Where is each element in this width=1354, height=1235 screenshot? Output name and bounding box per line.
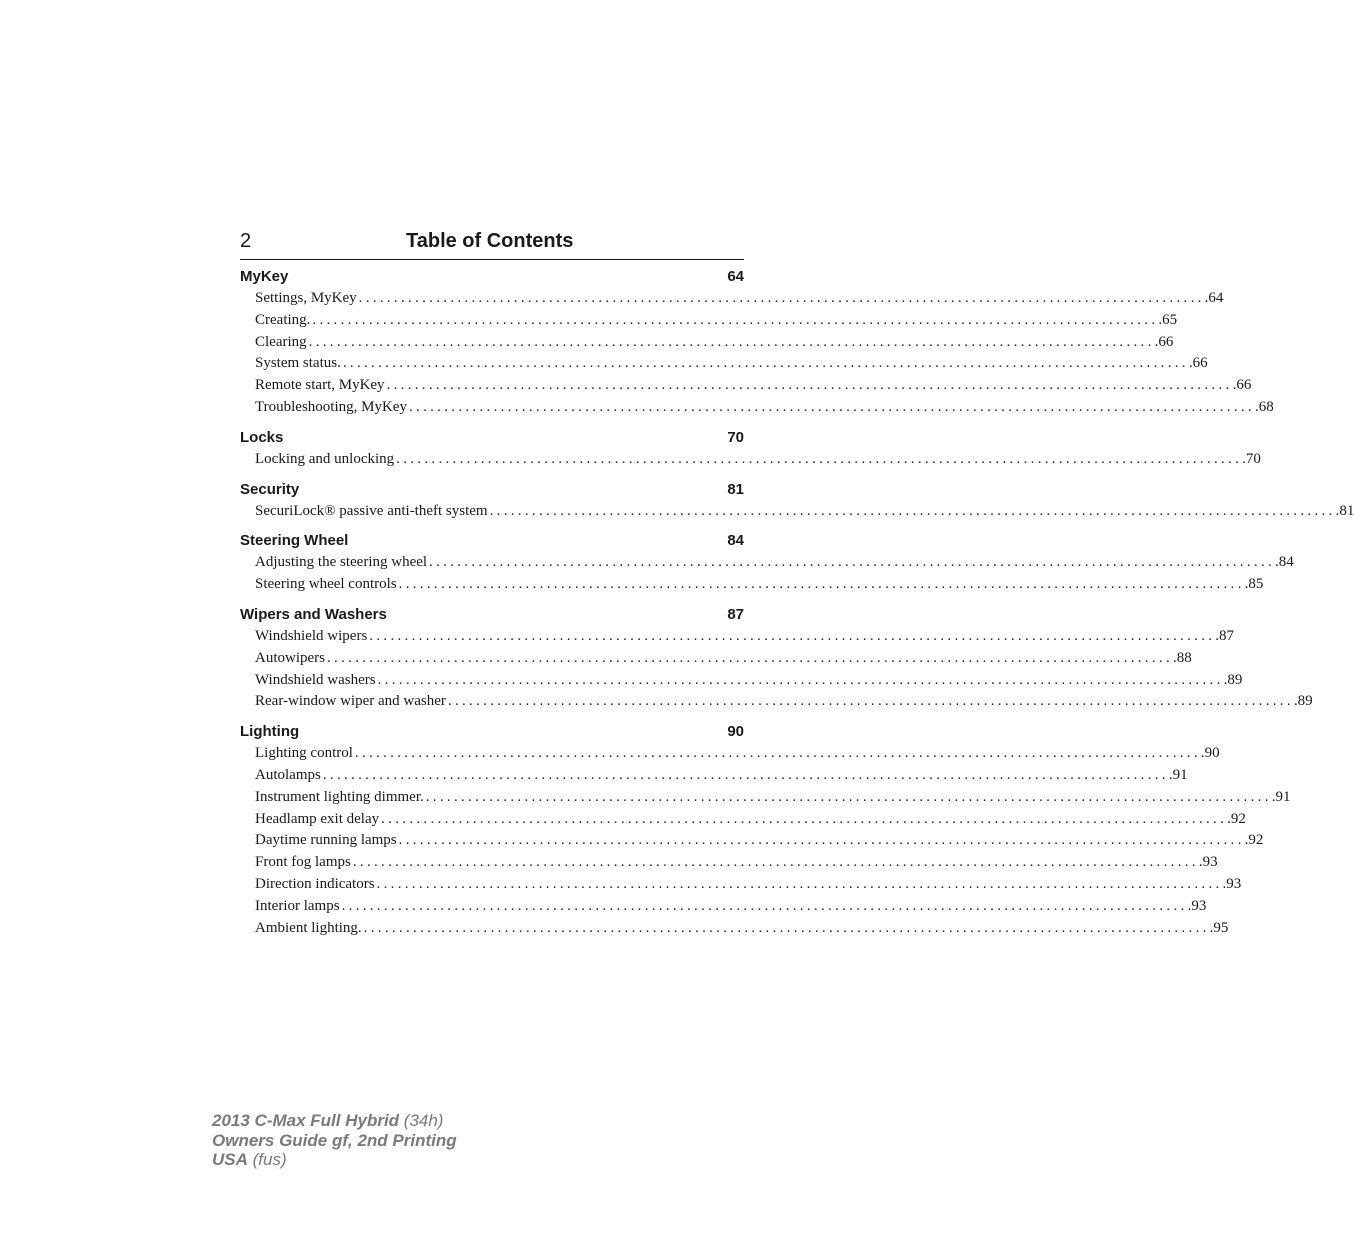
section-page: 90 bbox=[727, 723, 744, 741]
entry-page: .70 bbox=[1242, 450, 1261, 467]
dot-leader: ........................................................................................................................ bbox=[342, 355, 1189, 372]
dot-leader: ........................................................................................................................ bbox=[386, 377, 1233, 394]
section-page: 70 bbox=[727, 428, 744, 446]
toc-entry[interactable] bbox=[240, 288, 1224, 310]
dot-leader: ........................................................................................................................ bbox=[308, 333, 1155, 350]
section-heading[interactable] bbox=[240, 478, 744, 501]
dot-leader: ........................................................................................................................ bbox=[363, 919, 1210, 936]
toc-section bbox=[240, 720, 1291, 939]
toc-entry[interactable] bbox=[240, 918, 1229, 940]
entry-page: .93 bbox=[1198, 854, 1218, 871]
entry-label: Windshield washers bbox=[255, 671, 376, 688]
toc-entry[interactable] bbox=[240, 691, 1313, 713]
toc-section bbox=[240, 426, 1261, 471]
dot-leader: ........................................................................................................................ bbox=[354, 745, 1201, 762]
page-header bbox=[240, 228, 744, 260]
entry-label: Direction indicators bbox=[255, 875, 375, 892]
toc-entry[interactable] bbox=[240, 574, 1264, 596]
entry-label: Interior lamps bbox=[255, 897, 340, 914]
entry-label: Autowipers bbox=[255, 649, 325, 666]
section-page: 64 bbox=[727, 268, 744, 285]
entry-label: Troubleshooting, MyKey bbox=[255, 398, 407, 415]
toc-entry[interactable] bbox=[240, 874, 1242, 896]
section-heading[interactable] bbox=[240, 603, 744, 626]
toc-entry[interactable] bbox=[240, 310, 1178, 332]
toc-entry[interactable] bbox=[240, 896, 1207, 918]
toc-section bbox=[240, 478, 1354, 523]
toc-entry[interactable] bbox=[240, 670, 1243, 692]
entry-page: .89 bbox=[1293, 693, 1313, 710]
entry-page: .84 bbox=[1275, 554, 1294, 571]
footer-line-3 bbox=[212, 1150, 457, 1170]
entry-label: Settings, MyKey bbox=[255, 290, 357, 306]
page-title: Table of Contents bbox=[406, 230, 574, 252]
page-number: 2 bbox=[240, 230, 252, 252]
dot-leader: ........................................................................................................................ bbox=[425, 788, 1272, 805]
entry-label: Remote start, MyKey bbox=[255, 377, 385, 394]
dot-leader: ........................................................................................................................ bbox=[398, 832, 1245, 849]
toc-entry[interactable] bbox=[240, 375, 1252, 397]
section-title: Steering Wheel bbox=[240, 532, 349, 550]
footer-market: USA bbox=[212, 1150, 248, 1169]
entry-label: Front fog lamps bbox=[255, 854, 351, 871]
section-title: Locks bbox=[240, 428, 284, 446]
dot-leader: ........................................................................................................................ bbox=[352, 854, 1199, 871]
dot-leader: ........................................................................................................................ bbox=[376, 875, 1223, 892]
dot-leader: ........................................................................................................................ bbox=[377, 671, 1224, 688]
footer-line-1 bbox=[212, 1111, 457, 1131]
entry-label: Instrument lighting dimmer. bbox=[255, 788, 424, 805]
entry-page: .66 bbox=[1154, 333, 1174, 350]
section-title: Security bbox=[240, 480, 300, 498]
toc-entry[interactable] bbox=[240, 830, 1264, 852]
dot-leader: ........................................................................................................................ bbox=[322, 766, 1169, 783]
entry-label: Daytime running lamps bbox=[255, 832, 397, 849]
toc-entry[interactable] bbox=[240, 353, 1208, 375]
toc-entry[interactable] bbox=[240, 765, 1188, 787]
toc-entry[interactable] bbox=[240, 449, 1261, 471]
table-of-contents bbox=[240, 265, 1354, 946]
toc-entry[interactable] bbox=[240, 501, 1354, 523]
footer-model-code: (34h) bbox=[399, 1111, 444, 1130]
toc-entry[interactable] bbox=[240, 787, 1291, 809]
dot-leader: ........................................................................................................................ bbox=[312, 311, 1159, 328]
entry-label: Ambient lighting. bbox=[255, 919, 362, 936]
footer-model: 2013 C-Max Full Hybrid bbox=[212, 1111, 400, 1130]
section-heading[interactable] bbox=[240, 529, 744, 552]
entry-label: Creating. bbox=[255, 311, 311, 328]
section-page: 84 bbox=[727, 532, 744, 550]
toc-entry[interactable] bbox=[240, 552, 1294, 574]
entry-label: Adjusting the steering wheel bbox=[255, 554, 428, 571]
entry-page: .81 bbox=[1335, 502, 1354, 519]
dot-leader: ........................................................................................................................ bbox=[341, 897, 1188, 914]
entry-page: .93 bbox=[1187, 897, 1207, 914]
entry-page: .64 bbox=[1204, 290, 1224, 306]
toc-entry[interactable] bbox=[240, 743, 1220, 765]
entry-page: .90 bbox=[1200, 745, 1220, 762]
dot-leader: ........................................................................................................................ bbox=[381, 810, 1228, 827]
entry-page: .92 bbox=[1227, 810, 1246, 827]
entry-page: .91 bbox=[1271, 788, 1291, 805]
entry-page: .87 bbox=[1215, 627, 1235, 644]
section-page: 87 bbox=[727, 605, 744, 623]
dot-leader: ........................................................................................................................ bbox=[358, 290, 1205, 306]
entry-label: Headlamp exit delay bbox=[255, 810, 380, 827]
entry-label: SecuriLock® passive anti-theft system bbox=[255, 502, 488, 519]
section-page: 81 bbox=[727, 480, 744, 498]
entry-label: Locking and unlocking bbox=[255, 450, 395, 467]
entry-page: .66 bbox=[1188, 355, 1208, 372]
footer bbox=[212, 1111, 457, 1170]
entry-page: .88 bbox=[1173, 649, 1192, 666]
entry-label: Rear-window wiper and washer bbox=[255, 693, 446, 710]
dot-leader: ........................................................................................................................ bbox=[327, 649, 1173, 666]
section-title: MyKey bbox=[240, 268, 289, 285]
footer-market-code: (fus) bbox=[247, 1150, 287, 1169]
section-heading[interactable] bbox=[240, 426, 744, 449]
entry-page: .91 bbox=[1168, 766, 1188, 783]
footer-guide: Owners Guide gf, 2nd Printing bbox=[212, 1130, 457, 1150]
toc-section bbox=[240, 603, 1313, 713]
toc-entry[interactable] bbox=[240, 332, 1174, 354]
section-heading[interactable] bbox=[240, 720, 744, 743]
toc-entry[interactable] bbox=[240, 397, 1274, 419]
dot-leader: ........................................................................................................................ bbox=[429, 554, 1276, 571]
section-heading[interactable] bbox=[240, 265, 744, 288]
dot-leader: ........................................................................................................................ bbox=[398, 576, 1245, 593]
entry-page: .66 bbox=[1232, 377, 1252, 394]
toc-entry[interactable] bbox=[240, 626, 1235, 648]
footer-line-2 bbox=[212, 1131, 457, 1151]
entry-page: .65 bbox=[1158, 311, 1178, 328]
entry-label: Lighting control bbox=[255, 745, 353, 762]
section-title: Lighting bbox=[240, 723, 300, 741]
entry-label: Clearing bbox=[255, 333, 307, 350]
entry-label: Autolamps bbox=[255, 766, 321, 783]
dot-leader: ........................................................................................................................ bbox=[369, 627, 1216, 644]
dot-leader: ........................................................................................................................ bbox=[447, 693, 1294, 710]
toc-entry[interactable] bbox=[240, 809, 1246, 831]
section-title: Wipers and Washers bbox=[240, 605, 387, 623]
toc-section bbox=[240, 265, 1274, 419]
entry-page: .89 bbox=[1223, 671, 1243, 688]
entry-page: .93 bbox=[1222, 875, 1242, 892]
entry-label: Steering wheel controls bbox=[255, 576, 397, 593]
entry-page: .95 bbox=[1209, 919, 1229, 936]
dot-leader: ........................................................................................................................ bbox=[396, 450, 1243, 467]
entry-label: System status. bbox=[255, 355, 341, 372]
dot-leader: ........................................................................................................................ bbox=[408, 398, 1255, 415]
entry-page: .92 bbox=[1244, 832, 1264, 849]
entry-label: Windshield wipers bbox=[255, 627, 368, 644]
toc-entry[interactable] bbox=[240, 648, 1192, 670]
toc-section bbox=[240, 529, 1294, 596]
entry-page: .85 bbox=[1244, 576, 1264, 593]
entry-page: .68 bbox=[1254, 398, 1274, 415]
toc-entry[interactable] bbox=[240, 852, 1218, 874]
dot-leader: ........................................................................................................................ bbox=[489, 502, 1336, 519]
